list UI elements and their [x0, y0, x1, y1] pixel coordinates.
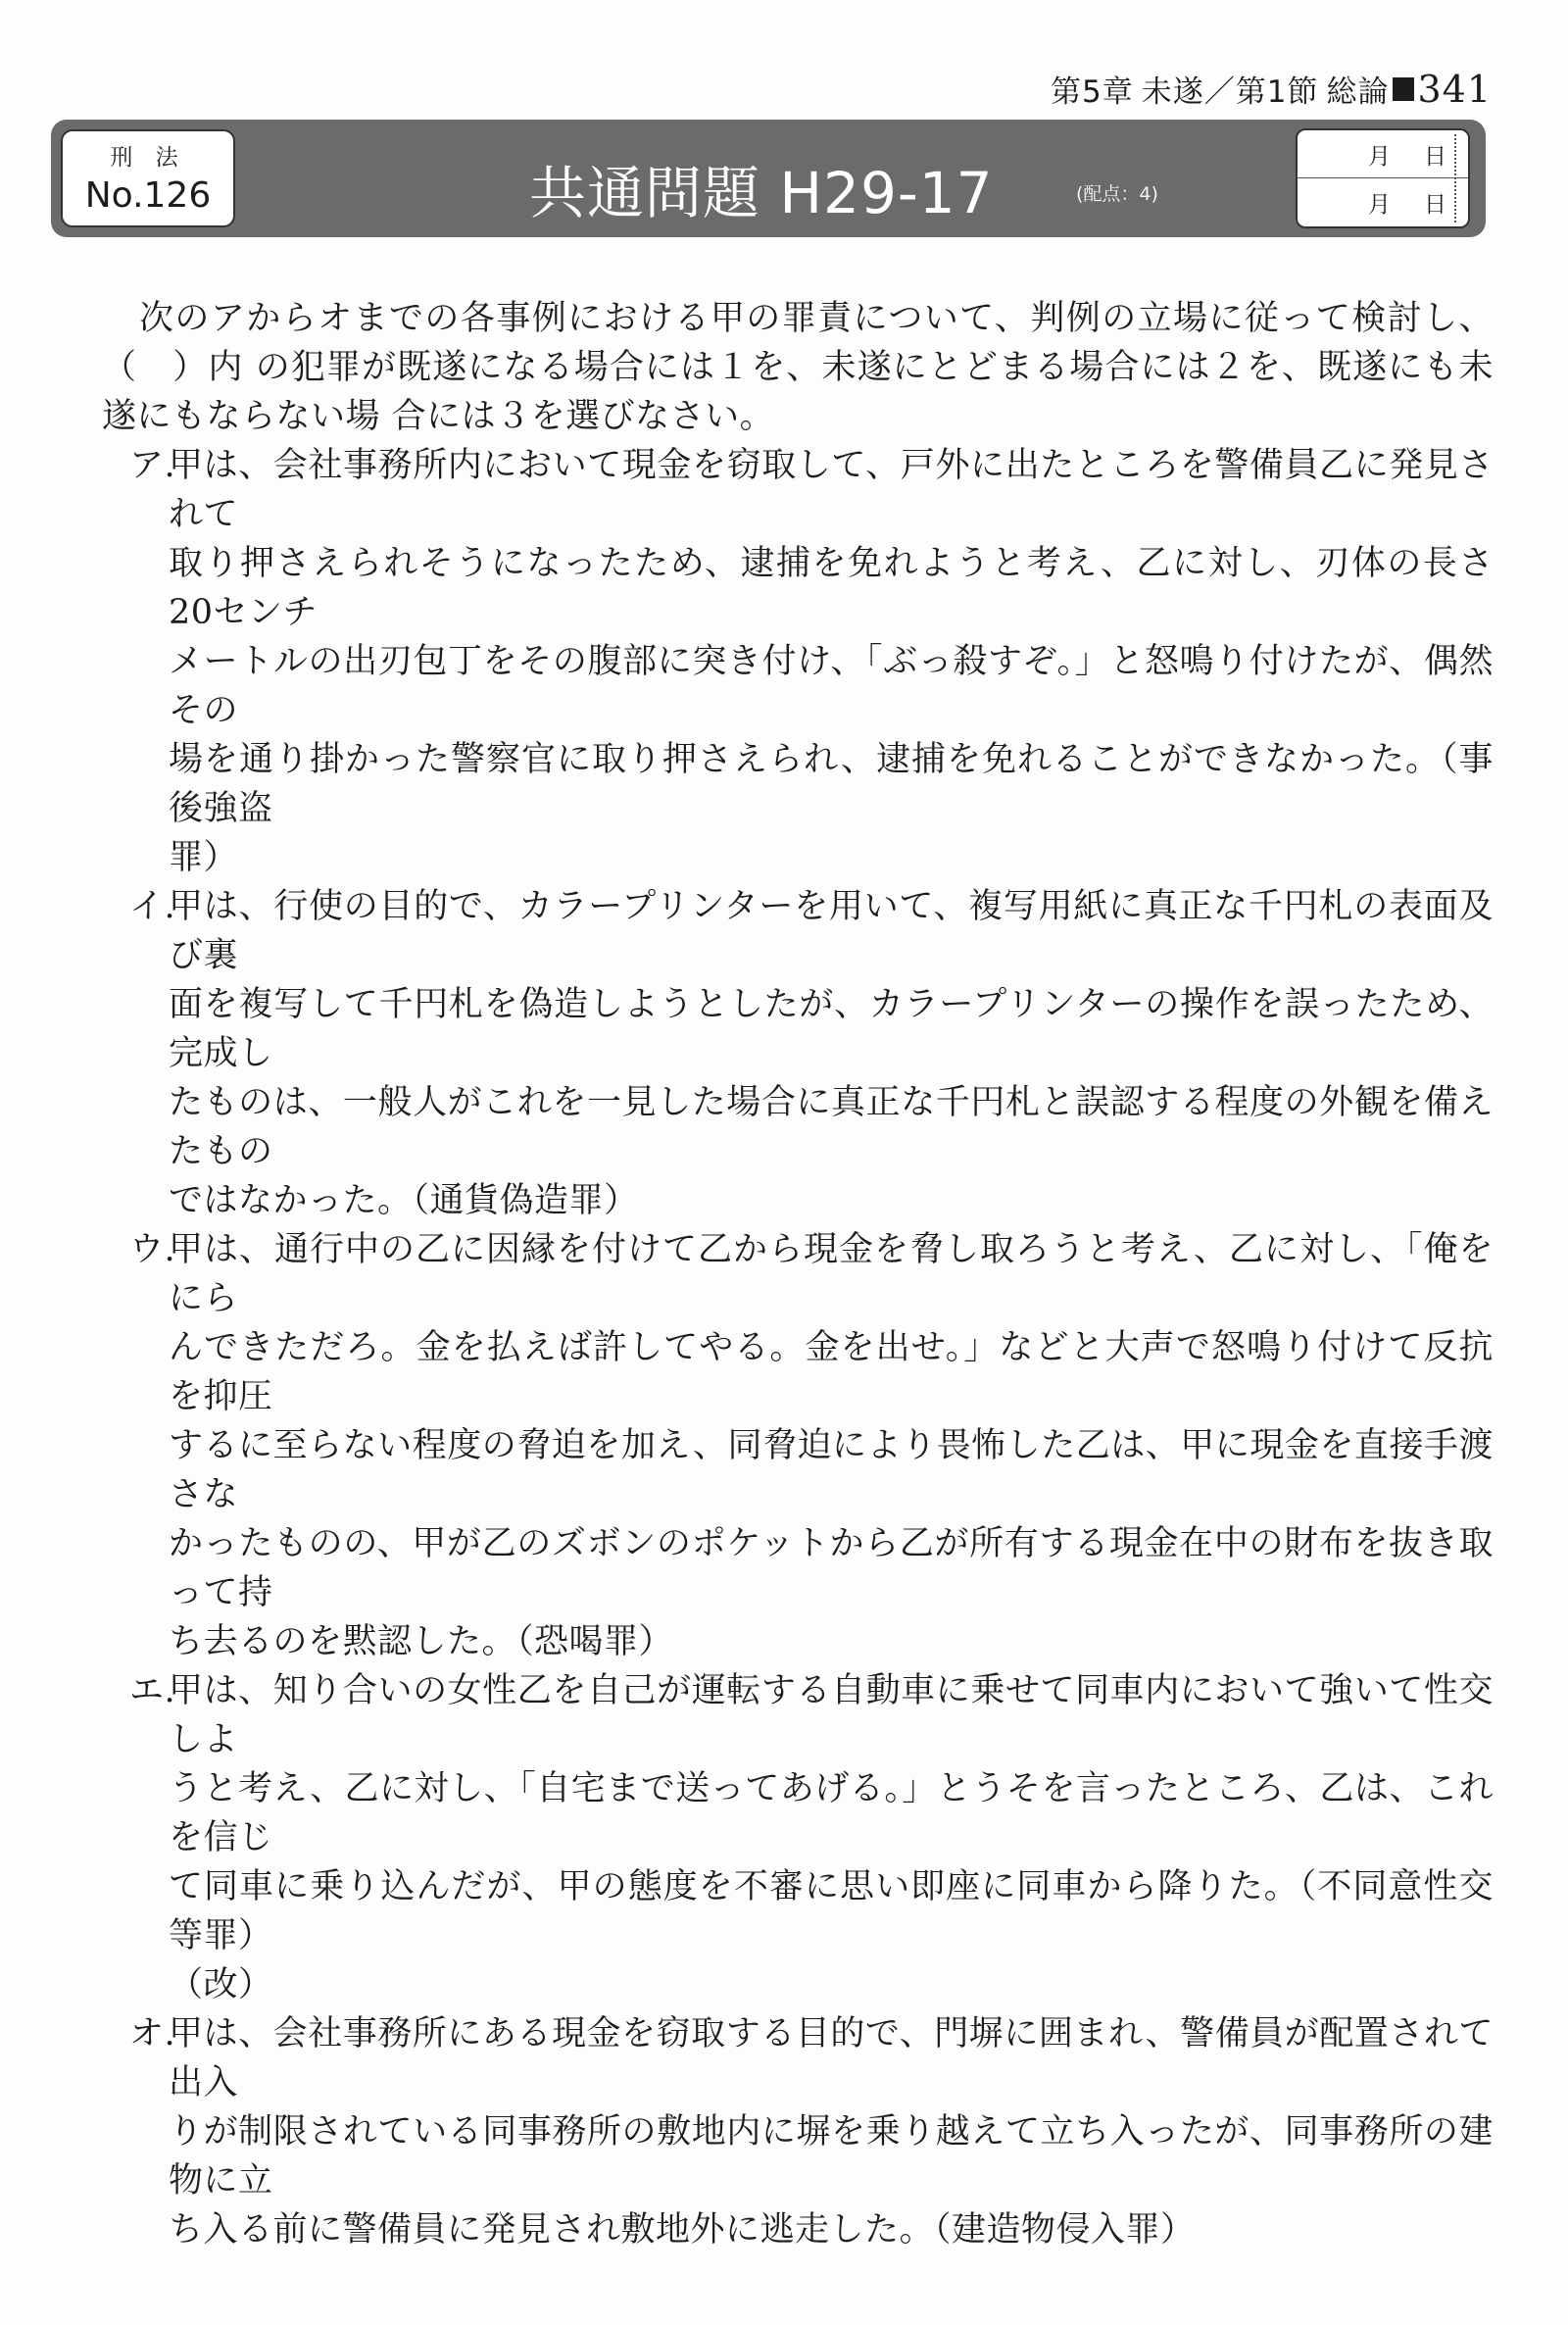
page-number: 341	[1417, 67, 1492, 111]
item-line: うと考え、乙に対し、「自宅まで送ってあげる。」とうそを言ったところ、乙は、これを信じ	[169, 1769, 1494, 1857]
item-line: （改）	[169, 1965, 273, 2004]
case-item-o	[92, 2009, 1494, 2254]
item-marker: ア.	[129, 446, 176, 485]
intro-line: の犯罪が既遂になる場合には１を、未遂にとどまる場合には２を、既遂にも未遂にもならない場	[102, 348, 1494, 436]
question-body	[92, 294, 1494, 2254]
item-marker: エ.	[129, 1671, 176, 1710]
date-row	[1298, 130, 1468, 178]
item-line: 甲は、通行中の乙に因縁を付けて乙から現金を脅し取ろうと考え、乙に対し、「俺をにら	[169, 1230, 1494, 1318]
item-marker: イ.	[129, 887, 176, 926]
dotted-divider	[1454, 134, 1456, 223]
subject-label: 刑 法	[110, 145, 186, 171]
points-label: (配点：4)	[1076, 183, 1158, 205]
item-line: ではなかった。（通貨偽造罪）	[169, 1181, 639, 1220]
item-line: んできただろ。金を払えば許してやる。金を出せ。」などと大声で怒鳴り付けて反抗を抑圧	[169, 1328, 1494, 1416]
item-line: かったものの、甲が乙のズボンのポケットから乙が所有する現金在中の財布を抜き取って持	[169, 1524, 1494, 1612]
case-item-u	[92, 1225, 1494, 1666]
month-label: 月	[1368, 143, 1391, 170]
question-number: No.126	[84, 175, 212, 216]
running-header	[1051, 67, 1492, 111]
item-line: 甲は、会社事務所内において現金を窃取して、戸外に出たところを警備員乙に発見されて	[169, 446, 1494, 534]
study-date-box	[1296, 128, 1470, 228]
item-line: 場を通り掛かった警察官に取り押さえられ、逮捕を免れることができなかった。（事後強盗	[169, 740, 1494, 828]
item-line: 甲は、会社事務所にある現金を窃取する目的で、門塀に囲まれ、警備員が配置されて出入	[169, 2014, 1494, 2102]
item-line: 罪）	[169, 838, 239, 877]
square-marker-icon	[1393, 77, 1414, 101]
intro-line: 合には３を選びなさい。	[391, 397, 775, 436]
item-line: ち入る前に警備員に発見され敷地外に逃走した。（建造物侵入罪）	[169, 2210, 1196, 2250]
date-row	[1298, 178, 1468, 226]
item-line: 取り押さえられそうになったため、逮捕を免れようと考え、乙に対し、刃体の長さ20センチ	[169, 544, 1494, 632]
question-intro	[102, 294, 1494, 441]
day-label: 日	[1424, 192, 1446, 218]
item-marker: ウ.	[129, 1230, 176, 1269]
month-label: 月	[1368, 192, 1391, 218]
case-item-i	[92, 882, 1494, 1225]
subject-box	[61, 129, 235, 227]
item-marker: オ.	[129, 2014, 176, 2053]
case-item-a	[92, 441, 1494, 882]
item-line: 甲は、行使の目的で、カラープリンターを用いて、複写用紙に真正な千円札の表面及び裏	[169, 887, 1494, 975]
item-line: りが制限されている同事務所の敷地内に塀を乗り越えて立ち入ったが、同事務所の建物に立	[169, 2112, 1494, 2201]
item-line: たものは、一般人がこれを一見した場合に真正な千円札と誤認する程度の外観を備えたもの	[169, 1083, 1494, 1171]
chapter-label: 第5章	[1051, 74, 1134, 110]
case-item-e	[92, 1666, 1494, 2009]
day-label: 日	[1424, 143, 1446, 170]
item-line: 甲は、知り合いの女性乙を自己が運転する自動車に乗せて同車内において強いて性交しよ	[169, 1671, 1494, 1759]
item-line: て同車に乗り込んだが、甲の態度を不審に思い即座に同車から降りた。（不同意性交等罪）	[169, 1867, 1494, 1955]
item-line: ち去るのを黙認した。（恐喝罪）	[169, 1622, 674, 1661]
item-line: 面を複写して千円札を偽造しようとしたが、カラープリンターの操作を誤ったため、完成し	[169, 985, 1494, 1073]
question-title: 共通問題 H29-17	[529, 160, 994, 226]
item-line: メートルの出刃包丁をその腹部に突き付け、「ぶっ殺すぞ。」と怒鳴り付けたが、偶然その	[169, 642, 1494, 730]
section-label: 未遂／第1節	[1141, 74, 1319, 110]
intro-line: 次のアからオまでの各事例における甲の罪責について、判例の立場に従って検討し、（ ）内	[102, 299, 1494, 387]
subsection-label: 総論	[1326, 74, 1390, 110]
item-line: するに至らない程度の脅迫を加え、同脅迫により畏怖した乙は、甲に現金を直接手渡さな	[169, 1426, 1494, 1514]
